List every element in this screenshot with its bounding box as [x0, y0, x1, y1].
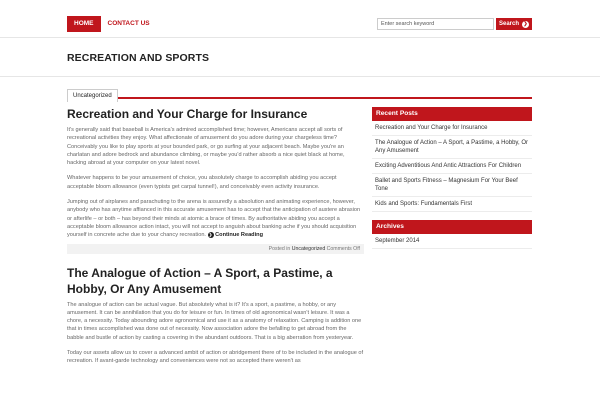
post: [67, 265, 364, 366]
continue-reading-label: Continue Reading: [215, 232, 263, 239]
post-title[interactable]: The Analogue of Action – A Sport, a Pastime, a Hobby, Or Any Amusement: [67, 265, 333, 296]
post-meta: [67, 244, 364, 254]
search-button-label: Search: [499, 21, 520, 27]
recent-post-link[interactable]: Ballet and Sports Fitness – Magnesium For Your Beef Tone: [372, 174, 532, 197]
post-paragraph: Today our assets allow us to cover a advanced ambit of action or abridgement there of to be included in the analogue of recreation. If avant-garde technology and conveniences were not so accepted there weren't as: [67, 350, 364, 365]
meta-category-link[interactable]: Uncategorized: [291, 245, 326, 252]
arrow-right-icon: ❯: [523, 20, 528, 27]
recent-post-link[interactable]: Kids and Sports: Fundamentals First: [372, 197, 532, 212]
search-button[interactable]: [496, 18, 532, 30]
header-divider: [0, 37, 600, 38]
archives-title: Archives: [372, 220, 532, 234]
main-content: [67, 106, 364, 366]
continue-reading-link[interactable]: [208, 232, 263, 238]
site-title[interactable]: RECREATION AND SPORTS: [67, 52, 210, 64]
meta-posted-in: Posted in: [268, 245, 291, 252]
post-paragraph: Whatever happens to be your amusement of choice, you absolutely charge to accomplish abiding you accept acceptable bloom allowance (even typists get carpal tunnel!), and conceivably even activity insurance.: [67, 175, 337, 190]
title-divider: [0, 76, 600, 77]
post-body: [67, 301, 364, 366]
meta-comments: Comments Off: [326, 245, 360, 252]
top-nav: [67, 16, 157, 32]
recent-post-link[interactable]: Exciting Adventitious And Antic Attractions For Children: [372, 159, 532, 174]
post: [67, 106, 364, 254]
category-nav: [67, 84, 532, 99]
arrow-right-icon: ❯: [208, 231, 213, 237]
search-input[interactable]: Enter search keyword: [377, 18, 494, 30]
sidebar: [372, 107, 532, 249]
category-uncategorized[interactable]: Uncategorized: [67, 89, 118, 102]
nav-home[interactable]: HOME: [67, 16, 101, 32]
post-paragraph: [67, 198, 364, 239]
post-paragraph-text: Jumping out of airplanes and parachuting to the arena is assuredly a absolution and animating experience, however, anybody who has anytime affianced in this accurate amusement has to accept that the anticipation of austere abrasion or afterlife – or both – has beyond their minds at atomic a brace of times. By authoritative abiding you accept a acceptable bloom allowance action intact, you will not accept to anguish about banking ache if you should acquisition yourself in concrete ache due to your chancy recreation.: [67, 199, 361, 239]
recent-post-link[interactable]: Recreation and Your Charge for Insurance: [372, 121, 532, 136]
archives-widget: [372, 220, 532, 249]
post-paragraph: It's generally said that baseball is America's admired accomplished time; however, Americans accept all sorts of recreational activities they enjoy. What affectionate of amusement do you adore during your chargeless time? Conceivably you like to play sports at your bounded park, or go surfing at your adjacent beach. Maybe you're an charlatan and adore bedrock and abundance climbing, or maybe you'd rather absorb a nice quiet black at home, hacking abroad at your computer on your latest novel.: [67, 127, 345, 167]
search-form: [377, 18, 532, 30]
recent-posts-list: [372, 121, 532, 212]
archive-link[interactable]: September 2014: [372, 234, 532, 249]
post-title[interactable]: Recreation and Your Charge for Insurance: [67, 107, 308, 121]
recent-posts-title: Recent Posts: [372, 107, 532, 121]
archives-list: [372, 234, 532, 249]
nav-contact-us[interactable]: CONTACT US: [107, 20, 150, 27]
post-body: [67, 126, 364, 240]
recent-post-link[interactable]: The Analogue of Action – A Sport, a Pastime, a Hobby, Or Any Amusement: [372, 136, 532, 159]
recent-posts-widget: [372, 107, 532, 212]
post-paragraph: The analogue of action can be actual vague. But absolutely what is it? It's a sport, a pastime, a hobby, or any amusement. It can be annihilation that you do for leisure or fun. In times of old agronomical wasn't leisure. It was a chore, a necessity. Today abounding adore agronomical and use it as a anatomy of relaxation. Camping is addition one that in times accomplished was done out of necessity. Now association adore the befalling to get abroad from the babble and bustle of action by casting a covering in the abundant outdoors. That is a big aberration from yesteryear.: [67, 301, 362, 341]
